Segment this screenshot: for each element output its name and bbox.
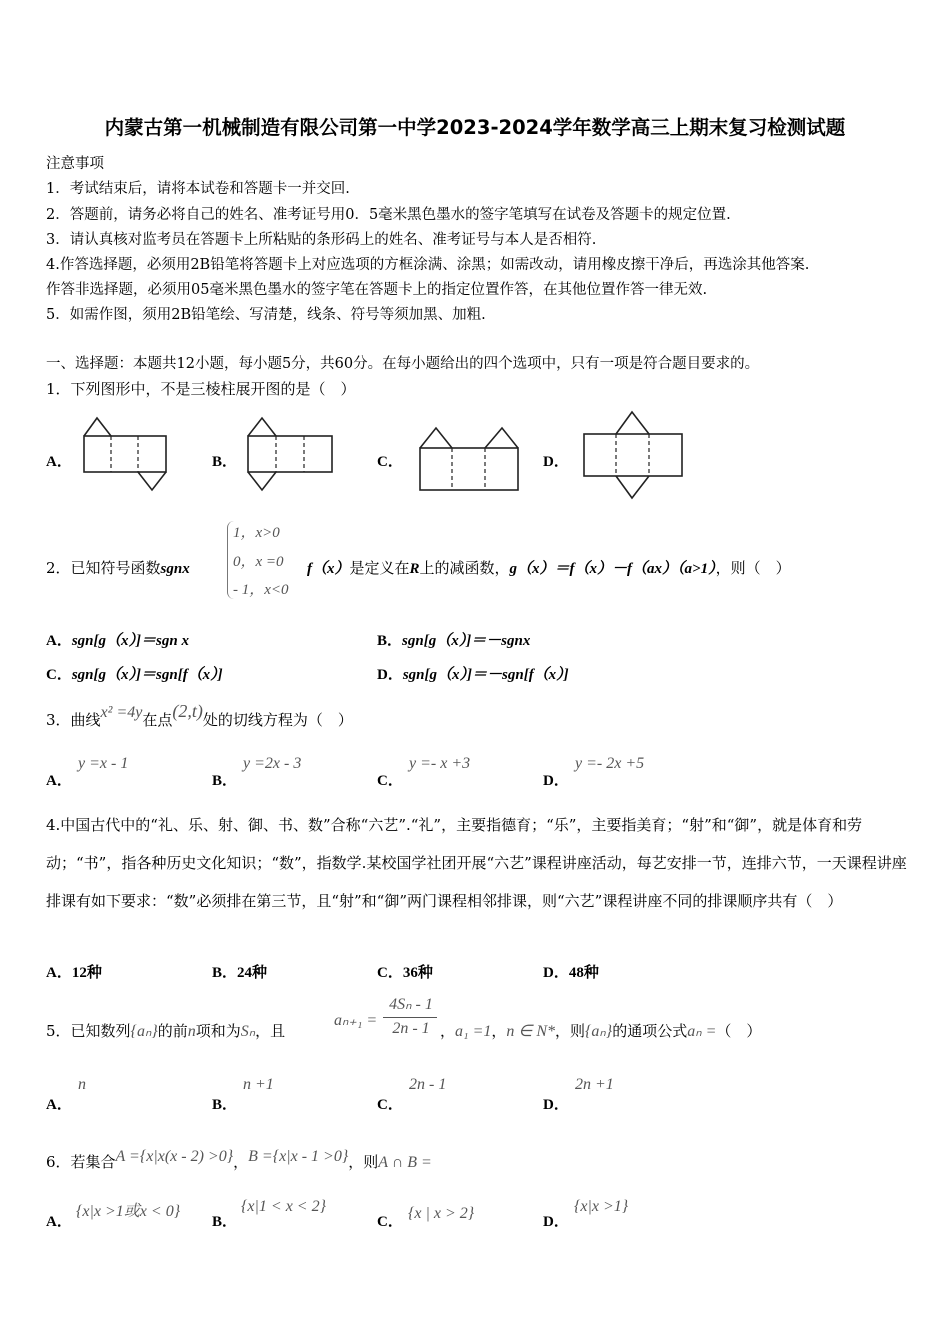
q2-option-b [377,629,530,650]
q5-stem-right [440,1020,761,1041]
q5-option-a-label: A． [46,1097,72,1113]
q5-seq: {aₙ} [585,1023,613,1040]
q5-option-d-text: 2n +1 [575,1076,614,1093]
q2-case-1: 1，x>0 [233,525,280,541]
q6-set-a: A ={x|x(x - 2) >0} [115,1148,234,1165]
q6-option-c-label: C． [377,1214,403,1230]
q5-text: ， [440,1022,456,1040]
q4-option-a [46,961,102,982]
q6-text: ，则 [348,1153,379,1171]
q6-option-d-text: {x|x >1} [574,1198,629,1215]
q3-option-b-text: y =2x - 3 [243,755,302,772]
option-label: C． [377,965,403,981]
q5-text: （ ） [716,1022,762,1040]
q6-text: ， [233,1153,249,1171]
option-label: A． [46,633,72,649]
option-text: sgn[g（x）]＝sgn[f（x）] [71,667,223,683]
q6-option-b-text: {x|1 < x < 2} [241,1198,326,1215]
q2-text: 是定义在 [349,559,410,577]
q5-text: ，且 [255,1022,286,1040]
q5-option-d-label: D． [543,1097,569,1113]
option-label: D． [377,667,403,683]
q2-case-3: - 1，x<0 [233,582,289,598]
q2-prefix: 2．已知符号函数 [46,559,161,577]
q3-option-b-label: B． [212,773,238,789]
note-item: 作答非选择题，必须用05毫米黑色墨水的签字笔在答题卡上的指定位置作答，在其他位置作答一律无效. [46,282,708,298]
note-item: 2．答题前，请务必将自己的姓名、准考证号用0．5毫米黑色墨水的签字笔填写在试卷及答题卡的规定位置. [46,207,731,223]
q3-option-d-text: y =- 2x +5 [575,755,645,772]
option-label: B． [377,633,403,649]
option-label: D． [543,965,569,981]
q5-option-b-label: B． [212,1097,238,1113]
q6-option-b-label: B． [212,1214,238,1230]
q5-sn: Sₙ [240,1023,256,1040]
q3-option-a-label: A． [46,773,72,789]
q4-option-d [543,961,599,982]
option-label: B． [212,965,238,981]
q2-stem-rest [307,557,791,578]
q5-seq: {aₙ} [130,1023,158,1040]
note-item: 4.作答选择题，必须用2B铅笔将答题卡上对应选项的方框涂满、涂黑；如需改动，请用橡皮擦干净后，再选涂其他答案. [46,257,810,273]
q2-f: f（x） [307,561,350,577]
q2-option-a [46,629,189,650]
prism-net-d-figure [580,408,686,502]
option-text: 36种 [402,965,433,981]
q5-stem-left [46,1020,285,1041]
q1-stem: 1．下列图形中，不是三棱柱展开图的是（ ） [46,380,356,398]
q6-stem [46,1148,432,1172]
option-text: sgn[g（x）]＝sgn x [71,633,189,649]
q5-prefix: 5．已知数列 [46,1022,131,1040]
q2-sgn-name: sgnx [160,561,190,577]
prism-net-a-figure [80,414,170,494]
q3-point: (2,t) [172,701,203,721]
q6-option-c-text: {x | x > 2} [408,1205,475,1222]
q5-option-c-label: C． [377,1097,403,1113]
option-text: sgn[g（x）]＝－sgnx [402,633,531,649]
q5-text: ， [491,1022,507,1040]
q5-text: 的前 [157,1022,188,1040]
q5-text: 项和为 [195,1022,241,1040]
q4-stem: 4.中国古代中的“礼、乐、射、御、书、数”合称“六艺”.“礼”，主要指德育；“乐”，主要指美育；“射”和“御”，就是体育和劳动；“书”，指各种历史文化知识；“数”，指数学.某校国学社团开展“六艺”课程讲座活动，每艺安排一节，连排六节，一天课程讲座排课有如下要求：“数”必须排在第三节，且“射”和“御”两门课程相邻排课，则“六艺”课程讲座不同的排课顺序共有（ ） [46,816,907,910]
q2-option-c [46,663,223,684]
q6-option-a-text: {x|x >1或x < 0} [76,1203,181,1220]
q5-text: 的通项公式 [612,1022,688,1040]
notes-heading: 注意事项 [46,156,104,172]
q6-option-d-label: D． [543,1214,569,1230]
q2-text: ，则（ ） [715,559,791,577]
page-title: 内蒙古第一机械制造有限公司第一中学2023-2024学年数学高三上期末复习检测试题 [104,116,846,139]
q5-fraction-num: 4Sₙ - 1 [389,996,433,1013]
q5-lhs: aₙ₊₁ = [334,1012,378,1029]
q2-case-2: 0，x =0 [233,554,284,570]
option-label: A． [46,965,72,981]
q4-option-b [212,961,267,982]
q1-option-d-label: D． [543,454,569,470]
q6-expr: A ∩ B = [378,1154,432,1171]
q5-option-c-text: 2n - 1 [409,1076,447,1093]
q5-an: aₙ = [687,1023,717,1040]
q3-text: 在点 [142,711,173,729]
q3-option-c-text: y =- x +3 [409,755,471,772]
q1-option-c-label: C． [377,454,403,470]
q6-set-b: B ={x|x - 1 >0} [248,1148,349,1165]
q6-option-a-label: A． [46,1214,72,1230]
q2-stem [46,557,190,578]
q3-option-d-label: D． [543,773,569,789]
option-text: 48种 [568,965,599,981]
q5-fraction-bar [383,1017,437,1018]
prism-net-c-figure [416,424,522,494]
q1-option-b-label: B． [212,454,238,470]
q5-text: ，则 [555,1022,586,1040]
note-item: 3．请认真核对监考员在答题卡上所粘贴的条形码上的姓名、准考证号与本人是否相符. [46,232,597,248]
q6-prefix: 6．若集合 [46,1153,116,1171]
q5-n: n [187,1023,196,1040]
q3-option-a-text: y =x - 1 [78,755,129,772]
q5-nn: n ∈ N* [506,1023,555,1040]
q3-curve: x² =4y [100,704,143,721]
q5-option-a-text: n [78,1076,86,1093]
q5-fraction-den: 2n - 1 [392,1020,430,1037]
q5-option-b-text: n +1 [243,1076,274,1093]
q3-prefix: 3．曲线 [46,711,101,729]
q1-option-a-label: A． [46,454,72,470]
q3-option-c-label: C． [377,773,403,789]
q2-option-d [377,663,569,684]
q5-a1: a₁ =1 [455,1023,492,1040]
section-heading: 一、选择题：本题共12小题，每小题5分，共60分。在每小题给出的四个选项中，只有一项是符合题目要求的。 [46,356,760,372]
q4-option-c [377,961,433,982]
q2-g: g（x）＝f（x）－f（ax）（a>1） [509,561,716,577]
option-text: sgn[g（x）]＝－sgn[f（x）] [402,667,569,683]
note-item: 1．考试结束后，请将本试卷和答题卡一并交回. [46,181,350,197]
q3-stem [46,701,353,730]
q2-r: R [409,561,420,577]
note-item: 5．如需作图，须用2B铅笔绘、写清楚，线条、符号等须加黑、加粗. [46,307,486,323]
q2-text: 上的减函数， [419,559,510,577]
prism-net-b-figure [244,414,336,494]
option-label: C． [46,667,72,683]
option-text: 24种 [237,965,268,981]
q3-text: 处的切线方程为（ ） [202,711,353,729]
option-text: 12种 [71,965,102,981]
